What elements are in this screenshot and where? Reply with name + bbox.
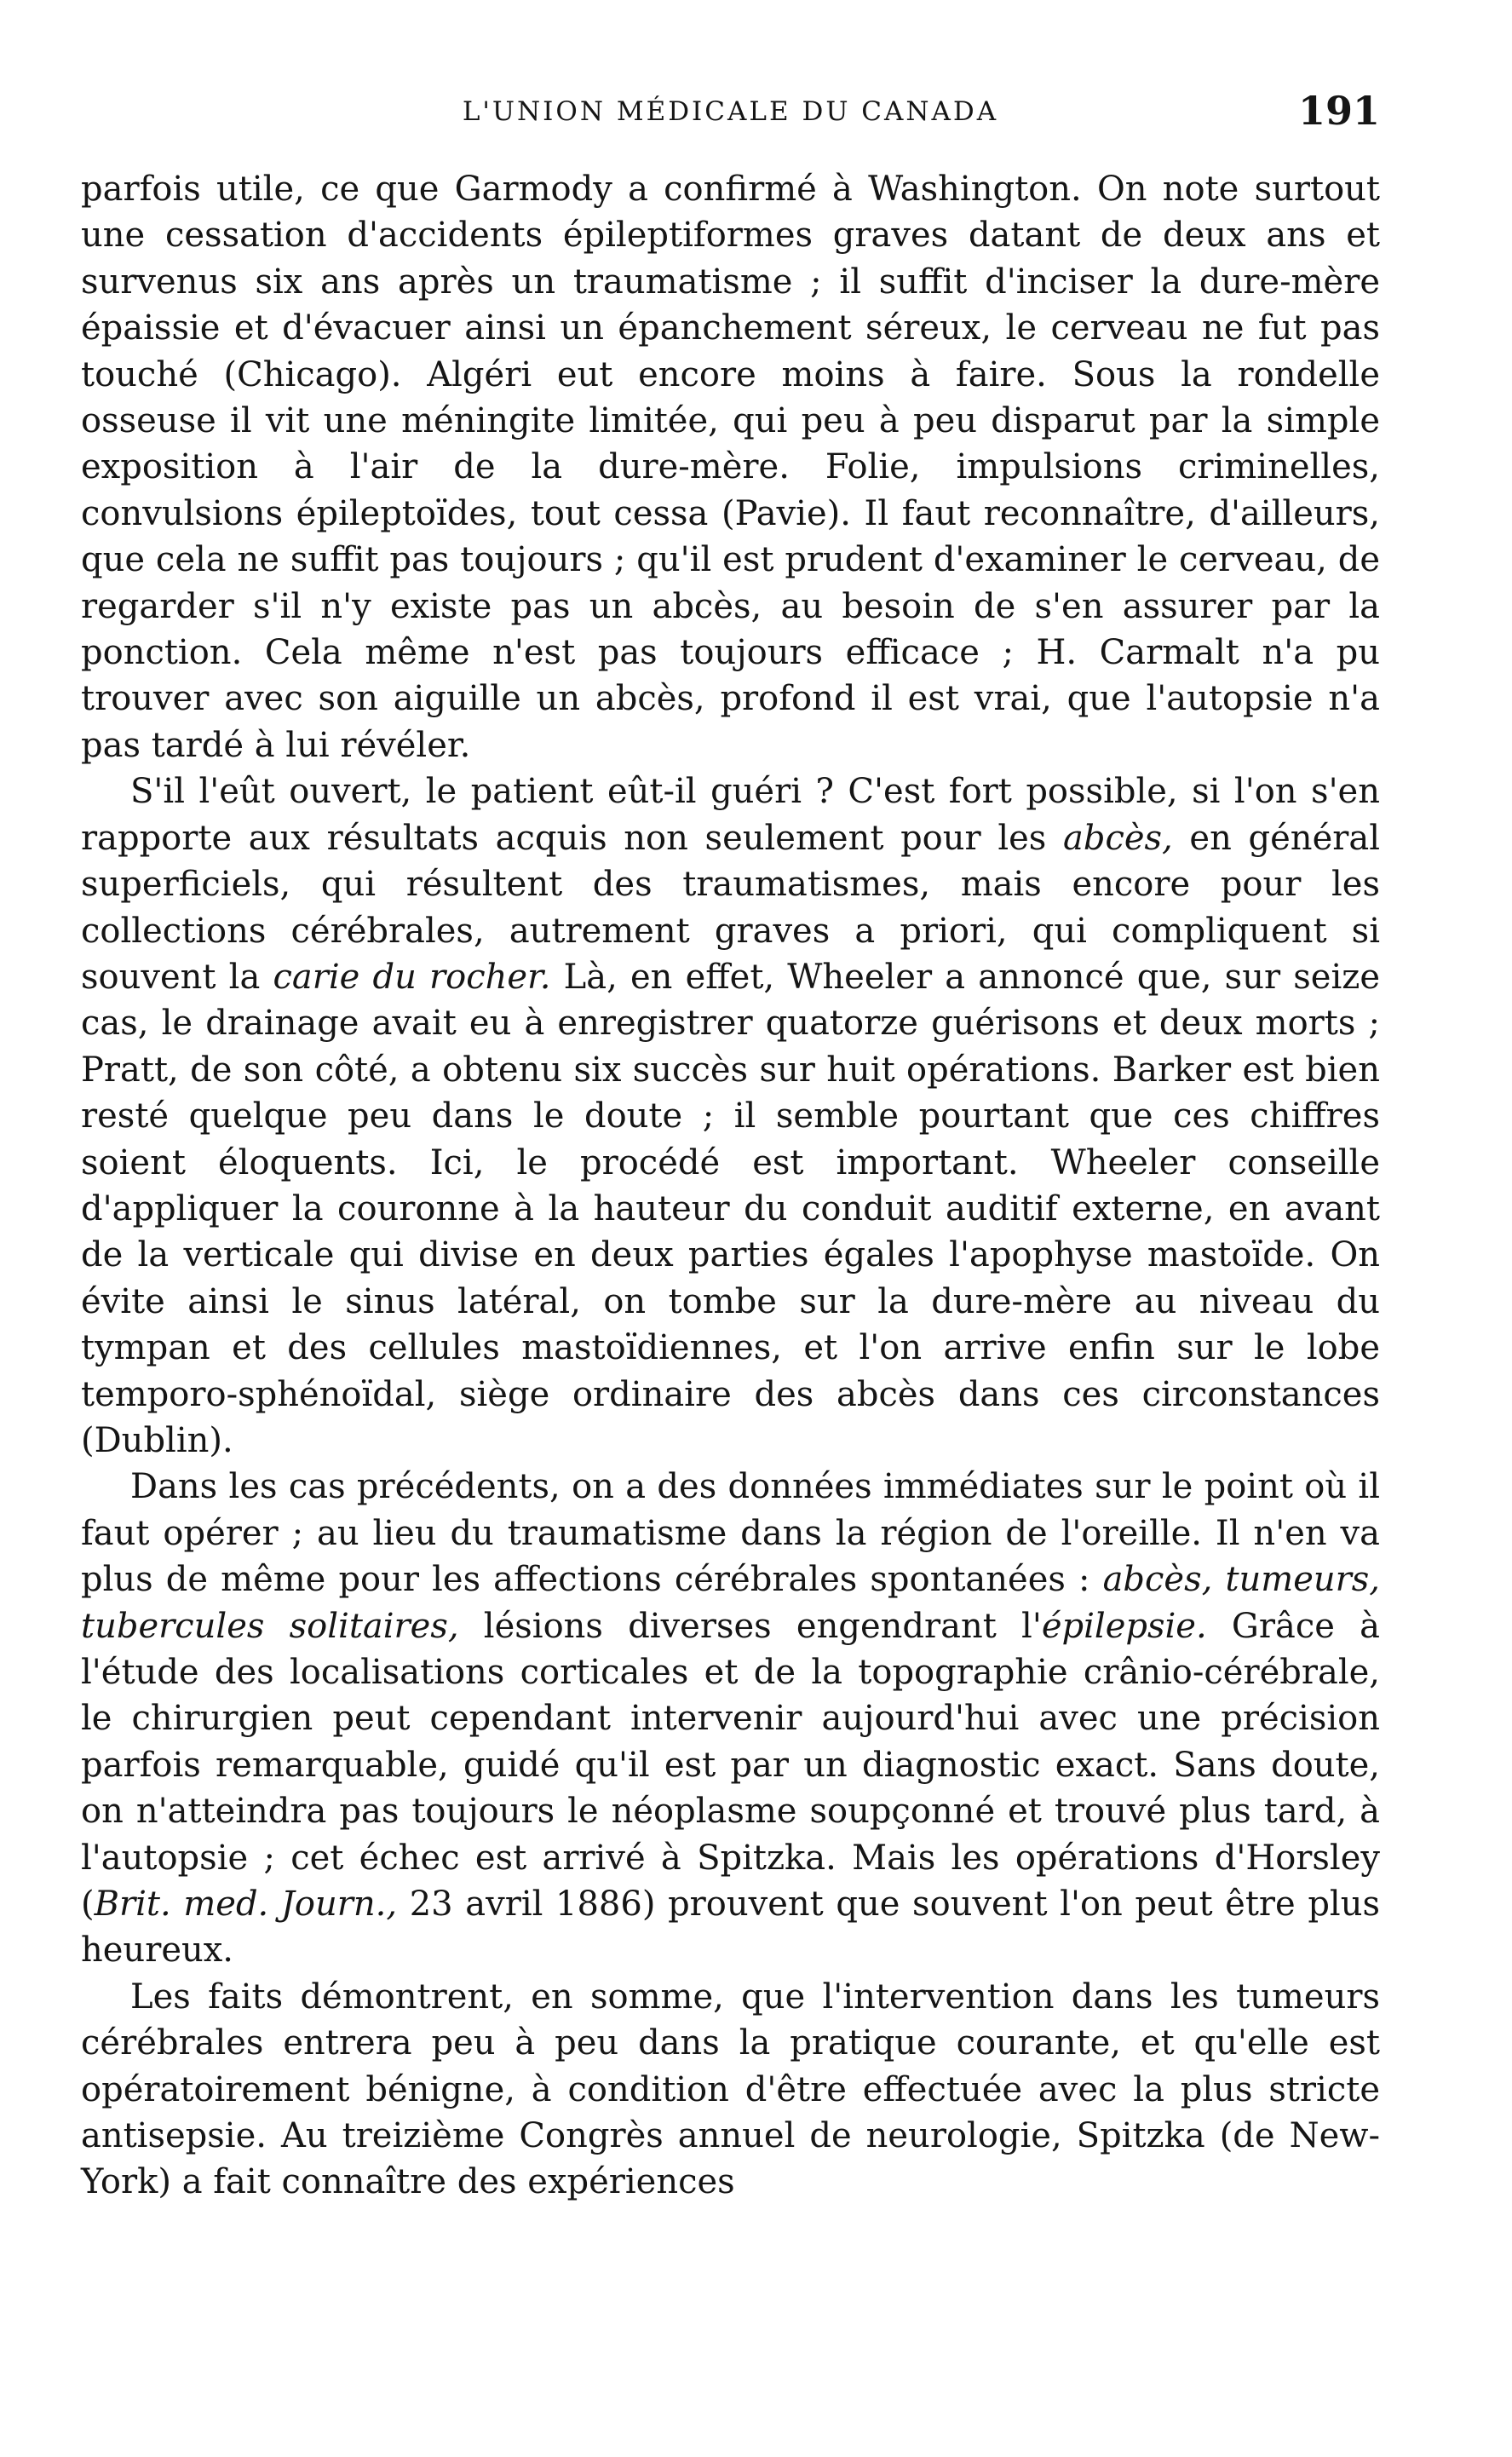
paragraph-2-text-c: Là, en effet, Wheeler a annoncé que, sur seize cas, le drainage avait eu à enregistrer quatorze guérisons et deux morts ; Pratt, de son côté, a obtenu six succès sur huit opérations. Barker est bien resté quelque peu dans le doute ; il semble pourtant que ces chiffres soient éloquents. Ici, le procédé est important. Wheeler conseille d'appliquer la couronne à la hauteur du conduit auditif externe, en avant de la verticale qui divise en deux parties égales l'apophyse mastoïde. On évite ainsi le sinus latéral, on tombe sur la dure-mère au niveau du tympan et des cellules mastoïdiennes, et l'on arrive enfin sur le lobe temporo-sphénoïdal, siège ordinaire des abcès dans ces circonstances (Dublin). bbox=[81, 957, 1380, 1460]
paragraph-4-text: Les faits démontrent, en somme, que l'intervention dans les tumeurs cérébrales entrera peu à peu dans la pratique courante, et qu'elle est opératoirement bénigne, à condition d'être effectuée avec la plus stricte antisepsie. Au treizième Congrès annuel de neurologie, Spitzka (de New-York) a fait connaître des expériences bbox=[81, 1977, 1380, 2202]
running-head bbox=[81, 81, 1380, 149]
paragraph-3-text-d: 23 avril 1886) prouvent que souvent l'on peut être plus heureux. bbox=[81, 1884, 1381, 1971]
paragraph-3-text-a: Dans les cas précédents, on a des données immédiates sur le point où il faut opérer ; au lieu du traumatisme dans la région de l'oreille. Il n'en va plus de même pour les affections cérébrales spontanées : bbox=[81, 1467, 1380, 1600]
paragraph-2 bbox=[81, 768, 1380, 1464]
paragraph-3-text-c: Grâce à l'étude des localisations corticales et de la topographie crânio-cérébrale, le chirurgien peut cependant intervenir aujourd'hui avec une précision parfois remarquable, guidé qu'il est par un diagnostic exact. Sans doute, on n'atteindra pas toujours le néoplasme soupçonné et trouvé plus tard, à l'autopsie ; cet échec est arrivé à Spitzka. Mais les opérations d'Horsley ( bbox=[81, 1606, 1381, 1925]
paragraph-2-italic-b: carie du rocher. bbox=[273, 957, 551, 997]
paragraph-3-italic-a: abcès, tumeurs, tubercules solitaires, bbox=[81, 1560, 1381, 1646]
paragraph-3-italic-b: épilepsie. bbox=[1041, 1606, 1207, 1646]
paragraph-3-italic-c: Brit. med. Journ., bbox=[94, 1884, 398, 1925]
paragraph-3-text-b: lésions diverses engendrant l' bbox=[458, 1606, 1042, 1646]
article-body bbox=[81, 166, 1380, 2206]
paragraph-2-text-a: S'il l'eût ouvert, le patient eût-il guéri ? C'est fort possible, si l'on s'en rapporte aux résultats acquis non seulement pour les bbox=[81, 772, 1380, 858]
book-page bbox=[81, 81, 1380, 2206]
paragraph-2-italic-a: abcès, bbox=[1062, 818, 1173, 858]
paragraph-2-text-b: en général superficiels, qui résultent des traumatismes, mais encore pour les collections cérébrales, autrement graves a priori, qui compliquent si souvent la bbox=[81, 818, 1380, 997]
paragraph-1-text: parfois utile, ce que Garmody a confirmé à Washington. On note surtout une cessation d'accidents épileptiformes graves datant de deux ans et survenus six ans après un traumatisme ; il suffit d'inciser la dure-mère épaissie et d'évacuer ainsi un épanchement séreux, le cerveau ne fut pas touché (Chicago). Algéri eut encore moins à faire. Sous la rondelle osseuse il vit une méningite limitée, qui peu à peu disparut par la simple exposition à l'air de la dure-mère. Folie, impulsions criminelles, convulsions épileptoïdes, tout cessa (Pavie). Il faut reconnaître, d'ailleurs, que cela ne suffit pas toujours ; qu'il est prudent d'examiner le cerveau, de regarder s'il n'y existe pas un abcès, au besoin de s'en assurer par la ponction. Cela même n'est pas toujours efficace ; H. Carmalt n'a pu trouver avec son aiguille un abcès, profond il est vrai, que l'autopsie n'a pas tardé à lui révéler. bbox=[81, 170, 1380, 765]
paragraph-4 bbox=[81, 1974, 1380, 2206]
paragraph-3 bbox=[81, 1464, 1380, 1973]
page-number: 191 bbox=[1297, 88, 1380, 134]
running-title: L'UNION MÉDICALE DU CANADA bbox=[462, 96, 999, 127]
paragraph-1 bbox=[81, 166, 1380, 768]
